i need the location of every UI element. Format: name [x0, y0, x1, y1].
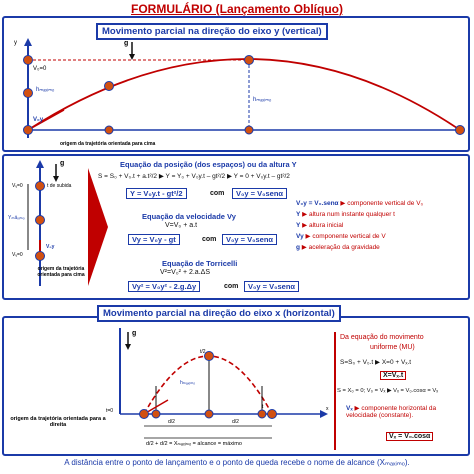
ball-middle: [36, 216, 45, 225]
sec3-t-label: t: [262, 404, 264, 410]
legend-arrow-icon: ▶: [302, 211, 308, 218]
trajectory-arc: [28, 59, 460, 130]
y-axis-arrow: [24, 38, 32, 46]
sec2-ymax-label: Yₘáₓᵢₘₒ: [8, 215, 25, 221]
legend-item: [296, 199, 423, 207]
mu-line2: uniforme (MU): [370, 344, 415, 351]
legend-desc: componente vertical de V: [312, 233, 386, 240]
vx-legend-desc: componente horizontal da velocidade (constante).: [346, 405, 437, 419]
sec2-vy0-bottom: Vᵧ=0: [12, 252, 23, 258]
sec1-hmax-right: hₘₐₓᵢₘₒ: [253, 97, 272, 103]
legend-desc: altura inicial: [308, 222, 344, 229]
legend-arrow-icon: ▶: [302, 222, 308, 229]
legend-arrow-icon: ▶: [340, 200, 346, 207]
vx-legend-arrow-icon: ▶: [354, 405, 360, 412]
legend-sym: V₀y = V₀.senα: [296, 200, 339, 207]
ball-bottom: [36, 252, 45, 261]
sec3-alcance: d/2 + d/2 = Xₘₐₓᵢₘₒ = alcance = máximo: [146, 441, 242, 447]
sec2-vy0-top: Vᵧ=0: [12, 183, 23, 189]
trajectory-diagram-2: [4, 328, 334, 452]
section3-header: Movimento parcial na direção do eixo x (horizontal): [97, 305, 341, 322]
gravity-arrowhead: [129, 54, 135, 60]
trajectory-diagram-1: [4, 38, 470, 150]
sec1-g-label: g: [124, 40, 129, 47]
legend-item: [296, 243, 380, 251]
sec2-t-subida: t de subida: [47, 183, 72, 189]
legend-sym: Vy: [296, 233, 304, 240]
mu-eq1-box: X=Vₓ.t: [380, 371, 406, 380]
ball-x-c: [258, 410, 266, 418]
legend-arrow-icon: ▶: [301, 244, 307, 251]
ball-arc-1: [105, 82, 114, 91]
sec3-t0-label: t=0: [106, 408, 114, 414]
tor-eq: V²=V₀² + 2.a.ΔS: [160, 269, 210, 276]
legend-item: [296, 210, 395, 218]
page-title: FORMULÁRIO (Lançamento Oblíquo): [131, 2, 343, 16]
vel-eq: V=V₀ + a.t: [165, 222, 198, 229]
sec2-voy-label: V₀y: [46, 244, 55, 250]
tor-box2: V₀y = V₀senα: [244, 281, 299, 292]
ball-y-mid: [24, 89, 33, 98]
sec3-origin-caption: origem da trajetória orientada para a direita: [10, 416, 106, 428]
legend-desc: componente vertical de V₀: [347, 200, 424, 207]
ball-y-origin: [24, 126, 33, 135]
ball-landing: [268, 410, 277, 419]
ball-arc-end: [456, 126, 465, 135]
ball-arc-apex: [245, 56, 254, 65]
mu-line1: Da equação do movimento: [340, 334, 424, 341]
sec3-t2-label: t/2: [200, 349, 206, 355]
vertical-axis-arrow: [36, 160, 44, 168]
vx-legend-sym: Vₓ: [346, 405, 353, 412]
chevron-shape: [88, 168, 108, 286]
legend-sym: Y: [296, 211, 301, 218]
com-3: com: [224, 283, 239, 290]
legend-item: [296, 232, 386, 240]
ball-x-a: [152, 410, 160, 418]
sec1-v0-label: V₀=0: [33, 66, 47, 72]
vx-final-box: Vₓ = V₀.cosα: [386, 432, 433, 441]
sec3-trajectory-arc: [144, 356, 272, 414]
tor-title: Equação de Torricelli: [162, 259, 238, 268]
vel-title: Equação da velocidade Vy: [142, 212, 236, 221]
sec1-origin-caption: origem da trajetória orientada para cima: [60, 141, 156, 147]
sec2-gravity-arrowhead: [53, 176, 59, 182]
pos-title: Equação da posição (dos espaços) ou da altura Y: [120, 160, 297, 169]
ball-ymax: [24, 56, 33, 65]
com-2: com: [202, 236, 217, 243]
section1-header: Movimento parcial na direção do eixo y (vertical): [96, 23, 328, 40]
ball-x-b: [205, 410, 213, 418]
sec1-y-label: y: [14, 40, 17, 46]
mu-eq1: S=S₀ + V₀.t ▶ X=0 + Vₓ.t: [340, 359, 412, 366]
vx-legend: [346, 404, 468, 419]
ball-top: [36, 182, 45, 191]
ball-launch: [140, 410, 149, 419]
pos-box: Y = V₀y.t - gt²/2: [126, 188, 187, 199]
sec2-origin-caption: origem da trajetória orientada para cima: [37, 266, 85, 278]
ball-x-2: [245, 126, 253, 134]
sec3-gravity-arrowhead: [125, 344, 131, 350]
legend-desc: altura num instante qualquer t: [308, 211, 395, 218]
footer-note: A distância entre o ponto de lançamento e o ponto de queda recebe o nome de alcance (Xₘₐₓᵢₘₒ).: [64, 458, 410, 467]
sec3-x-label: x: [326, 406, 329, 412]
sec2-g-label: g: [60, 160, 65, 167]
vel-box2: V₀y = V₀senα: [222, 234, 277, 245]
sec1-hmax-left: hₘₐₓᵢₘₒ: [36, 87, 55, 93]
sec3-d2-left: d/2: [168, 419, 175, 425]
sec3-d2-right: d/2: [232, 419, 239, 425]
sec3-hmax-label: hₘₐₓᵢₘₒ: [180, 380, 196, 386]
legend-sym: Y: [296, 222, 301, 229]
pos-eq: S = S₀ + V₀.t + a.t²/2 ▶ Y = Y₀ + V₀y.t – gt²/2 ▶ Y = 0 + V₀y.t – gt²/2: [98, 173, 290, 180]
legend-desc: aceleração da gravidade: [308, 244, 380, 251]
com-1: com: [210, 190, 225, 197]
legend-arrow-icon: ▶: [305, 233, 311, 240]
legend-sym: g: [296, 244, 300, 251]
sec1-voy-label: V₀y: [33, 117, 44, 123]
sec3-g-label: g: [132, 330, 137, 337]
tor-box: Vy² = V₀y² - 2.g.Δy: [128, 281, 200, 292]
ball-x-1: [105, 126, 113, 134]
vel-box: Vy = V₀y - gt: [128, 234, 180, 245]
legend-item: [296, 221, 343, 229]
mu-eq2: S = X₀ = 0; V₀ = Vₓ ▶ Vₓ = V₀.cosα = Vₓ: [337, 388, 439, 394]
pos-box2: V₀y = V₀senα: [232, 188, 287, 199]
red-chevron: [88, 168, 110, 286]
